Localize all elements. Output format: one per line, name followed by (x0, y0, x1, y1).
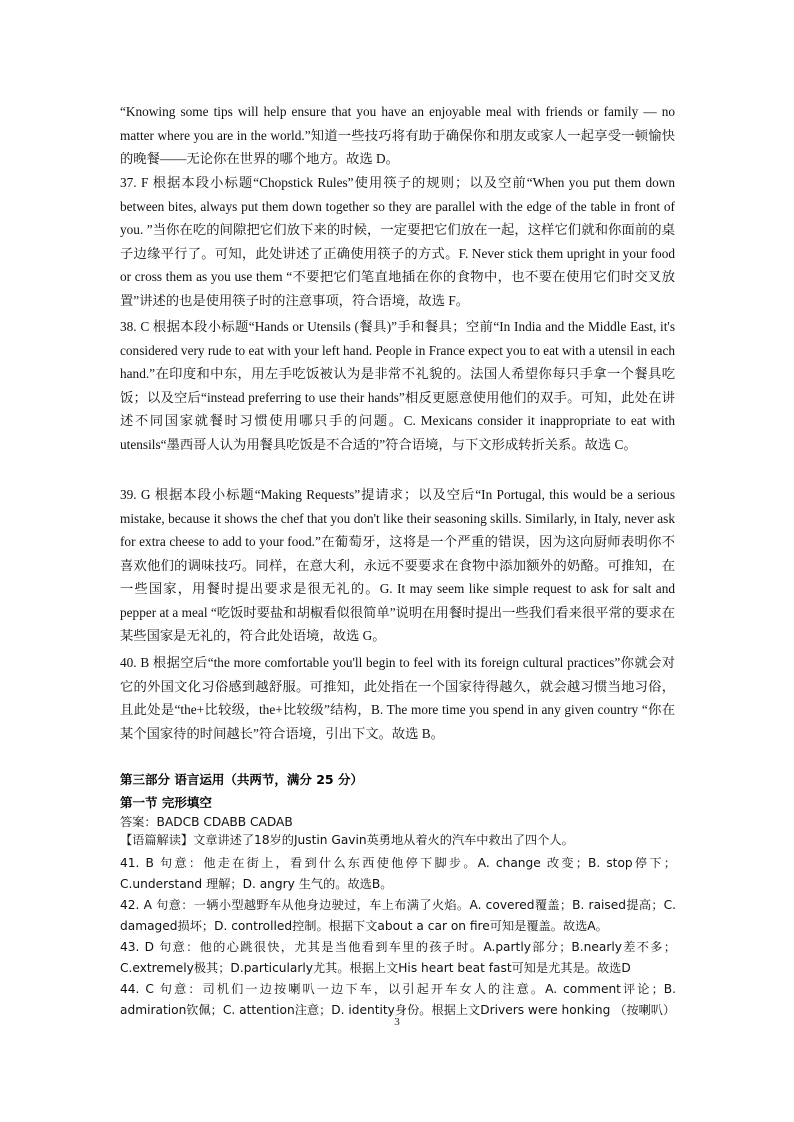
page-number: 3 (394, 1016, 400, 1028)
explanation-39: 39. G 根据本段小标题“Making Requests”提请求；以及空后“In Portugal, this would be a serious mistake, because it shows the chef that you don't like their seasoning skills. Similarly, in Italy, never ask for extra cheese to add to your food.”在葡萄牙，这将是一个严重的错误，因为这向厨师表明你不喜欢他们的调味技巧。同样，在意大利，永远不要要求在食物中添加额外的奶酪。可推知，在一些国家，用餐时提出要求是很无礼的。G. It may seem like simple request to ask for salt and pepper at a meal “吃饭时要盐和胡椒看似很简单”说明在用餐时提出一些我们看来很平常的要求在某些国家是无礼的，符合此处语境，故选 G。 (120, 487, 675, 643)
explanation-40: 40. B 根据空后“the more comfortable you'll begin to feel with its foreign cultural practices”你就会对它的外国文化习俗感到越舒服。可推知，此处指在一个国家待得越久，就会越习惯当地习俗，且此处是“the+比较级，the+比较级”结构，B. The more time you spend in any given country “你在某个国家待的时间越长”符合语境，引出下文。故选 B。 (120, 655, 675, 741)
explanation-37: 37. F 根据本段小标题“Chopstick Rules”使用筷子的规则；以及空前“When you put them down between bites, always put them down together so they are parallel with the edge of the table in front of you. ”当你在吃的间隙把它们放下来的时候，一定要把它们放在一起，这样它们就和你面前的桌子边缘平行了。可知，此处讲述了正确使用筷子的方式。F. Never stick them upright in your food or cross them as you use them “不要把它们笔直地插在你的食物中，也不要在使用它们时交叉放置”讲述的也是使用筷子时的注意事项，符合语境，故选 F。 (120, 175, 675, 308)
question-41: 41. B 句意：他走在街上，看到什么东西使他停下脚步。A. change 改变；B. stop停下；C.understand 理解；D. angry 生气的。故选B。 (120, 856, 676, 892)
explanation-36-continued: “Knowing some tips will help ensure that you have an enjoyable meal with friends or family — no matter where you are in the world.”知道一些技巧将有助于确保你和朋友或家人一起享受一顿愉快的晚餐——无论你在世界的哪个地方。故选 D。 (120, 104, 675, 166)
question-44: 44. C 句意：司机们一边按喇叭一边下车，以引起开车女人的注意。A. comment评论；B. admiration钦佩；C. attention注意；D. identity身份。根据上文Drivers were honking （按喇叭） (120, 982, 676, 1018)
part3-heading: 第三部分 语言运用（共两节，满分 25 分） (120, 772, 363, 787)
section1-heading: 第一节 完形填空 (120, 795, 212, 810)
explanation-38: 38. C 根据本段小标题“Hands or Utensils (餐具)”手和餐具；空前“In India and the Middle East, it's considered very rude to eat with your left hand. People in France expect you to eat with a utensil in each hand.”在印度和中东，用左手吃饭被认为是非常不礼貌的。法国人希望你每只手拿一个餐具吃饭；以及空后“instead preferring to use their hands”相反更愿意使用他们的双手。可知，此处在讲述不同国家就餐时习惯使用哪只手的问题。C. Mexicans consider it inappropriate to eat with utensils“墨西哥人认为用餐具吃饭是不合适的”符合语境，与下文形成转折关系。故选 C。 (120, 319, 675, 452)
question-42: 42. A 句意：一辆小型越野车从他身边驶过，车上布满了火焰。A. covered覆盖；B. raised提高；C. damaged损坏；D. controlled控制。根据下文about a car on fire可知是覆盖。故选A。 (120, 898, 676, 934)
passage-summary: 【语篇解读】文章讲述了18岁的Justin Gavin英勇地从着火的汽车中救出了四个人。 (120, 833, 574, 847)
answer-key: 答案：BADCB CDABB CADAB (120, 815, 293, 829)
question-43: 43. D 句意：他的心跳很快，尤其是当他看到车里的孩子时。A.partly部分；B.nearly差不多；C.extremely极其；D.particularly尤其。根据上文His heart beat fast可知是尤其是。故选D (120, 940, 676, 976)
